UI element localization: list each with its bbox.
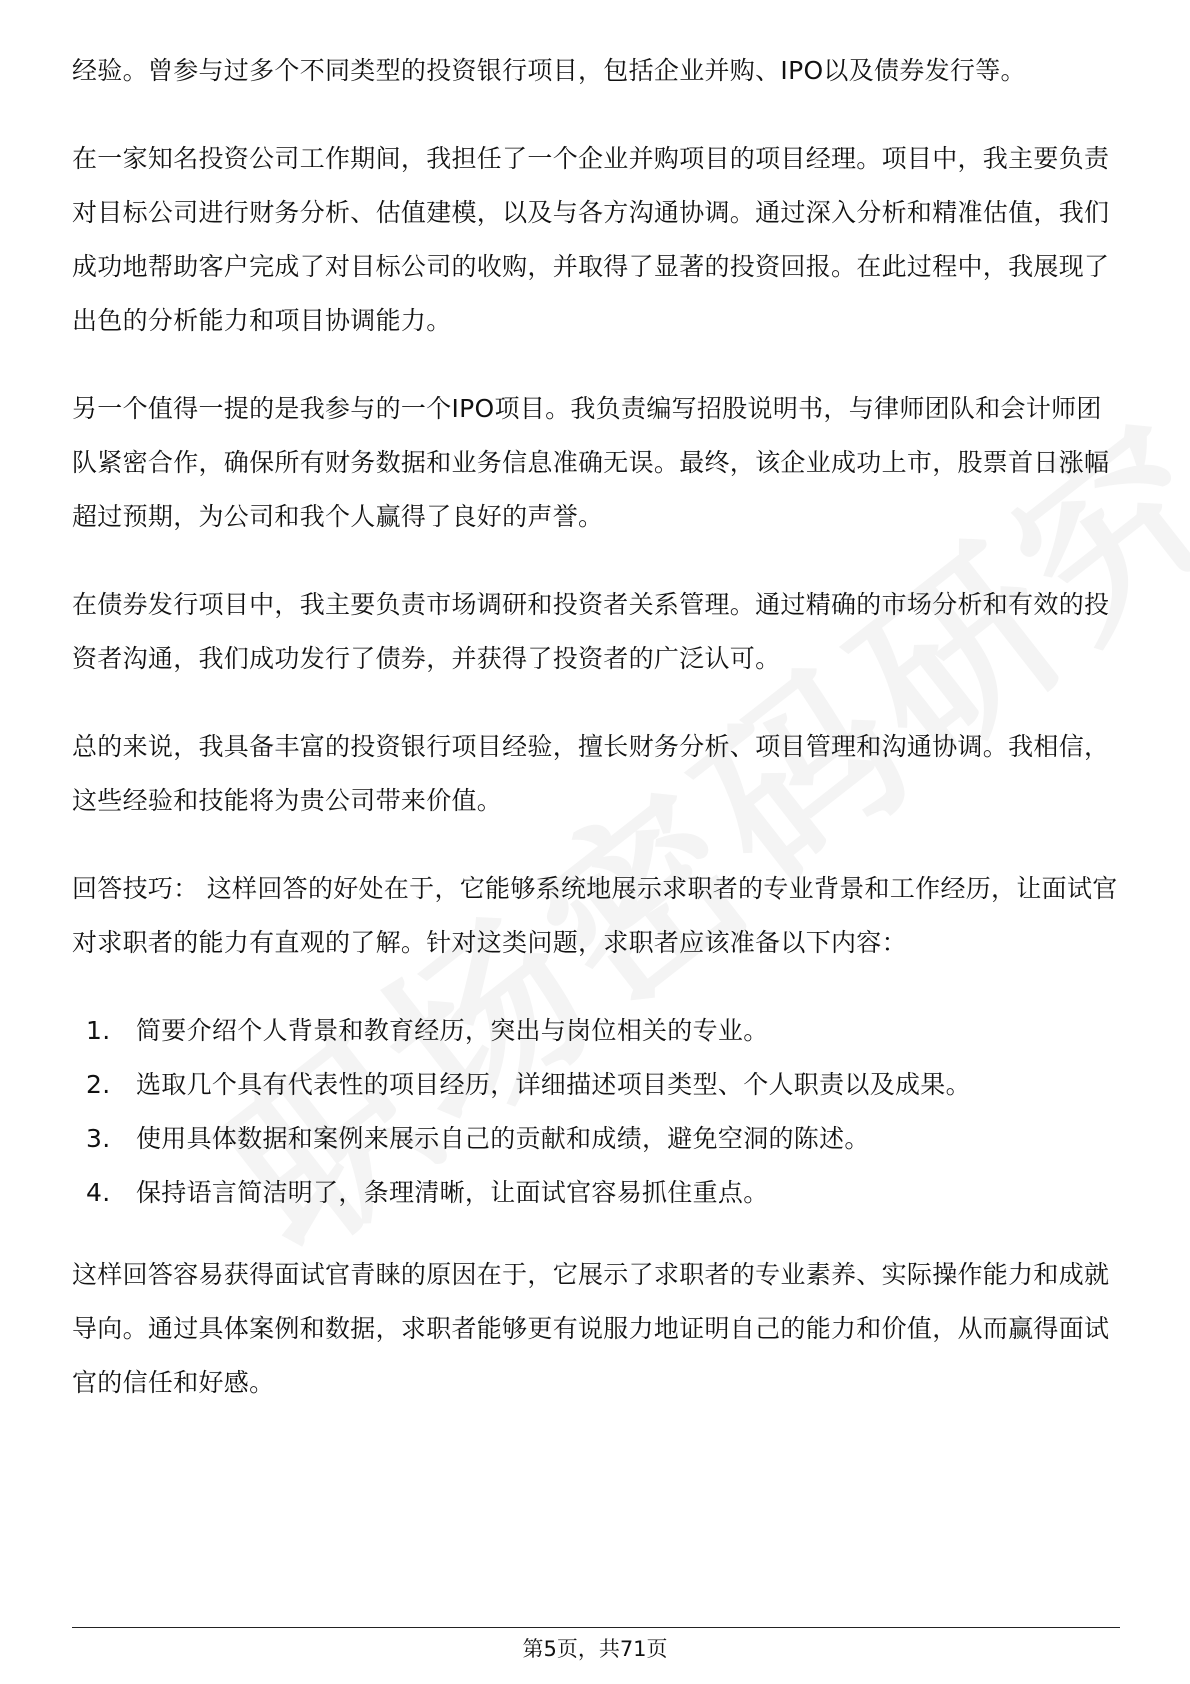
list-item <box>72 1166 1120 1220</box>
document-body <box>72 44 1120 1444</box>
list-item-text: 保持语言简洁明了，条理清晰，让面试官容易抓住重点。 <box>136 1178 769 1207</box>
paragraph: 在债券发行项目中，我主要负责市场调研和投资者关系管理。通过精确的市场分析和有效的投资者沟通，我们成功发行了债券，并获得了投资者的广泛认可。 <box>72 590 1110 673</box>
footer-divider <box>72 1627 1120 1628</box>
list-item <box>72 1112 1120 1166</box>
paragraph: 总的来说，我具备丰富的投资银行项目经验，擅长财务分析、项目管理和沟通协调。我相信，这些经验和技能将为贵公司带来价值。 <box>72 732 1110 815</box>
list-item-text: 简要介绍个人背景和教育经历，突出与岗位相关的专业。 <box>136 1016 769 1045</box>
preparation-list <box>72 1004 1120 1220</box>
list-item <box>72 1004 1120 1058</box>
list-item-number: 3. <box>86 1124 111 1153</box>
list-item-text: 使用具体数据和案例来展示自己的贡献和成绩，避免空洞的陈述。 <box>136 1124 870 1153</box>
page-number: 第5页，共71页 <box>522 1637 668 1661</box>
paragraph: 另一个值得一提的是我参与的一个IPO项目。我负责编写招股说明书，与律师团队和会计师团队紧密合作，确保所有财务数据和业务信息准确无误。最终，该企业成功上市，股票首日涨幅超过预期，为公司和我个人赢得了良好的声誉。 <box>72 394 1110 531</box>
closing-paragraph: 这样回答容易获得面试官青睐的原因在于，它展示了求职者的专业素养、实际操作能力和成就导向。通过具体案例和数据，求职者能够更有说服力地证明自己的能力和价值，从而赢得面试官的信任和好感。 <box>72 1260 1110 1397</box>
list-item-number: 2. <box>86 1070 111 1099</box>
list-item-text: 选取几个具有代表性的项目经历，详细描述项目类型、个人职责以及成果。 <box>136 1070 971 1099</box>
list-item-number: 1. <box>86 1016 111 1045</box>
list-item <box>72 1058 1120 1112</box>
paragraph: 在一家知名投资公司工作期间，我担任了一个企业并购项目的项目经理。项目中，我主要负责对目标公司进行财务分析、估值建模，以及与各方沟通协调。通过深入分析和精准估值，我们成功地帮助客户完成了对目标公司的收购，并取得了显著的投资回报。在此过程中，我展现了出色的分析能力和项目协调能力。 <box>72 144 1110 335</box>
list-item-number: 4. <box>86 1178 111 1207</box>
paragraph: 经验。曾参与过多个不同类型的投资银行项目，包括企业并购、IPO以及债券发行等。 <box>72 56 1026 85</box>
answer-tips-paragraph: 回答技巧： 这样回答的好处在于，它能够系统地展示求职者的专业背景和工作经历，让面试官对求职者的能力有直观的了解。针对这类问题，求职者应该准备以下内容： <box>72 874 1118 957</box>
